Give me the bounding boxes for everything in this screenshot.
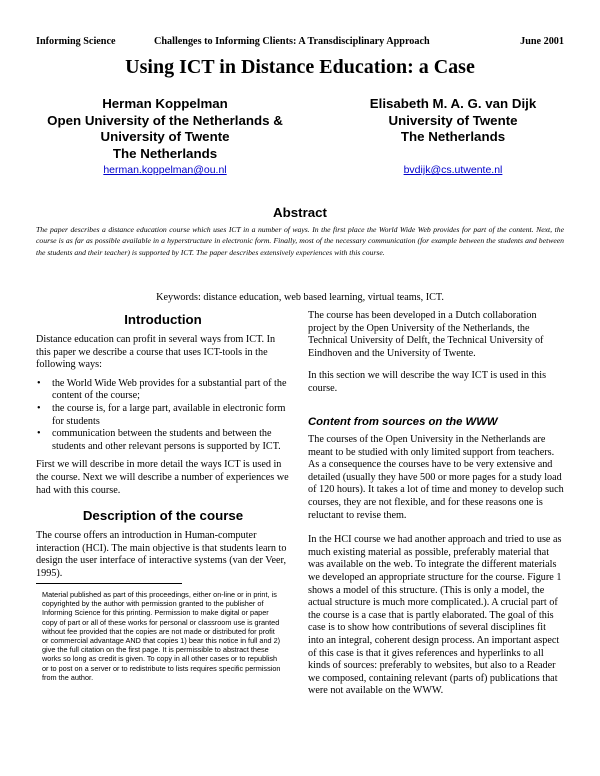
intro-paragraph-2: First we will describe in more detail the ways ICT is used in the course. Next we will describe a number of experiences we had with this course. (36, 459, 289, 496)
abstract-heading: Abstract (273, 205, 327, 220)
author-1-name: Herman Koppelman (102, 96, 228, 111)
author-1-affiliation: Open University of the Netherlands & (47, 112, 283, 128)
right-paragraph-2: In this section we will describe the way ICT is used in this course. (308, 370, 547, 394)
author-1-country: The Netherlands (112, 145, 218, 161)
list-item: • the World Wide Web provides for a substantial part of the content of the course; (36, 378, 290, 403)
author-2-name: Elisabeth M. A. G. van Dijk (369, 96, 537, 111)
right-column-cont (308, 434, 564, 698)
list-item: • the course is, for a large part, available in electronic form for students (36, 403, 290, 428)
right-paragraph-4: In the HCI course we had another approach and tried to use as much existing material as possible, preferably material that was available on the web. To integrate the different materials we developed an appropriate structure for the course. Figure 1 shows a model of this structure. (This is only a model, the actual structure is much more complicated.). A crucial part of the course is a case that is partly elaborated. The goal of this case is to show how contributions of several disciplines fit into an integral, coherent design process. An important aspect of this case is that it gives references and hyperlinks to all kinds of sources: preferably to websites, but also to a Reader we composed, containing relevant (parts of) publications that were not available on the WWW. (308, 534, 562, 697)
right-paragraph-1: The course has been developed in a Dutch collaboration project by the Open University of the Netherlands, the Technical University of Delft, the Technical University of Eindhoven and the University of Twente. (308, 310, 544, 359)
copyright-footnote: Material published as part of this proceedings, either on-line or in print, is copyrighted by the author with permission granted to the publisher of Informing Science for this printing. Permission to make digital or paper copy of part or all of these works for personal or classroom use is granted without fee provided that the copies are not made or distributed for profit or commercial advantage AND that copies 1) bear this notice in full and 2) give the full citation on the first page. It is permissible to abstract these works so long as credit is given. To copy in all other cases or to republish or to post on a server or to redistribute to lists requires specific permission from the author. (42, 590, 281, 682)
wwww-content-subheading: Content from sources on the WWW (308, 416, 498, 428)
introduction-section (36, 334, 290, 497)
intro-bullet-list (36, 378, 290, 454)
abstract-text: The paper describes a distance education course which uses ICT in a number of ways. In the first place the World Wide Web provides for part of the content. Next, the course is as far as possible available in a hyperstructure in electronic form. Finally, most of the necessary communication (for example between the students and between the students and their teacher) is supported by ICT. The paper describes extensively experiences with this course. (36, 225, 564, 257)
author-1 (30, 96, 300, 162)
author-2 (318, 96, 588, 146)
author-2-affiliation: University of Twente (388, 112, 518, 128)
description-section (36, 530, 290, 580)
right-column (308, 310, 564, 396)
list-item: • communication between the students and between the students and other relevant persons is supported by ICT. (36, 428, 290, 453)
author-2-country: The Netherlands (400, 129, 506, 145)
description-heading: Description of the course (82, 508, 244, 523)
footnote-rule (36, 583, 182, 584)
introduction-heading: Introduction (124, 312, 202, 327)
paper-title: Using ICT in Distance Education: a Case (125, 56, 475, 78)
keywords: Keywords: distance education, web based learning, virtual teams, ICT. (156, 292, 444, 303)
issue-date: June 2001 (520, 36, 564, 47)
author-1-email-link[interactable]: herman.koppelman@ou.nl (103, 164, 227, 176)
intro-paragraph-1: Distance education can profit in several ways from ICT. In this paper we describe a course that uses ICT-tools in the following ways: (36, 334, 276, 371)
author-1-affiliation-2: University of Twente (100, 129, 230, 145)
description-paragraph-1: The course offers an introduction in Human-computer interaction (HCI). The main objective is that students learn to design the user interface of interactive systems (van der Veer, 1995). (36, 530, 287, 579)
series-title: Challenges to Informing Clients: A Transdisciplinary Approach (154, 36, 430, 47)
author-2-email-link[interactable]: bvdijk@cs.utwente.nl (403, 164, 503, 176)
right-paragraph-3: The courses of the Open University in the Netherlands are meant to be studied with only limited support from teachers. As a consequence the courses have to be very extensive and detailed (usually they have 500 or more pages for a study load of 120 hours). It takes a lot of time and money to develop such courses, they are not flexible, and for these reasons one is reluctant to revise them. (308, 434, 564, 521)
running-header (36, 36, 564, 50)
journal-name: Informing Science (36, 36, 116, 47)
